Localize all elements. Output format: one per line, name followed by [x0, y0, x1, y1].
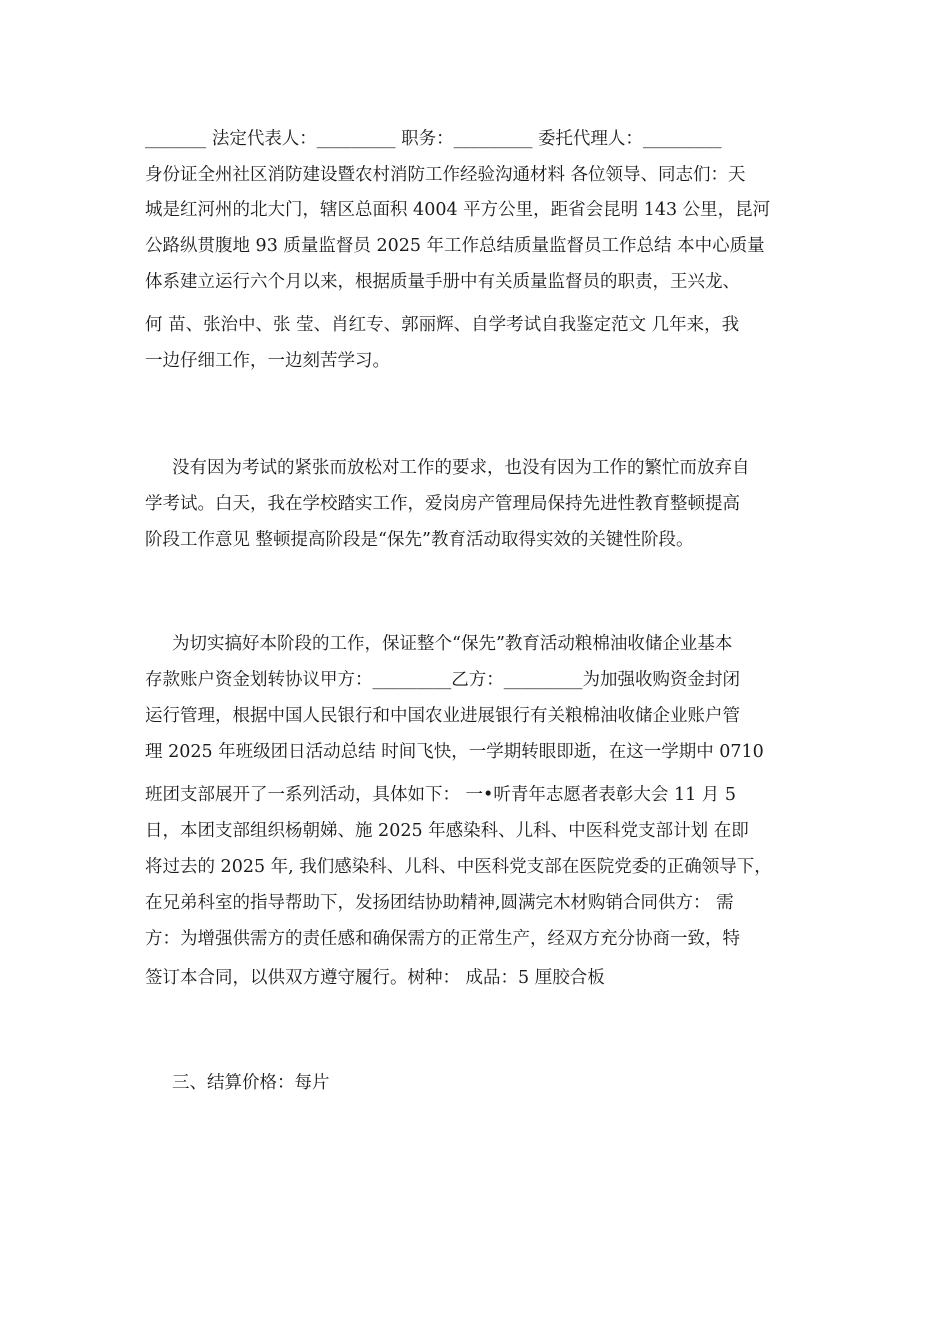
text-line: 体系建立运行六个月以来，根据质量手册中有关质量监督员的职责，王兴龙、: [145, 272, 740, 292]
text-line: 为切实搞好本阶段的工作，保证整个“保先”教育活动粮棉油收储企业基本: [172, 634, 733, 654]
text-line: 方：为增强供需方的责任感和确保需方的正常生产，经双方充分协商一致，特: [145, 929, 740, 949]
text-line: 阶段工作意见 整顿提高阶段是“保先”教育活动取得实效的关键性阶段。: [145, 530, 694, 550]
text-line: 身份证全州社区消防建设暨农村消防工作经验沟通材料 各位领导、同志们：天: [145, 165, 746, 185]
text-line: 学考试。白天，我在学校踏实工作，爱岗房产管理局保持先进性教育整顿提高: [145, 494, 740, 514]
text-line: 存款账户资金划转协议甲方：_________乙方：_________为加强收购资金封闭: [145, 670, 740, 690]
text-line: 日，本团支部组织杨朝娣、施 2025 年感染科、儿科、中医科党支部计划 在即: [145, 821, 749, 841]
text-line: 城是红河州的北大门，辖区总面积 4004 平方公里，距省会昆明 143 公里，昆河: [145, 200, 771, 220]
text-line: 一边仔细工作，一边刻苦学习。: [145, 351, 390, 371]
text-line: _______ 法定代表人：_________ 职务：_________ 委托代理人：_________: [145, 129, 722, 149]
text-line: 运行管理，根据中国人民银行和中国农业进展银行有关粮棉油收储企业账户管: [145, 706, 740, 726]
text-line: 公路纵贯腹地 93 质量监督员 2025 年工作总结质量监督员工作总结 本中心质量: [145, 236, 765, 256]
text-line: 班团支部展开了一系列活动，具体如下： 一•听青年志愿者表彰大会 11 月 5: [145, 785, 736, 805]
text-line: 将过去的 2025 年, 我们感染科、儿科、中医科党支部在医院党委的正确领导下，: [145, 857, 772, 877]
text-line: 理 2025 年班级团日活动总结 时间飞快，一学期转眼即逝，在这一学期中 0710: [145, 742, 764, 762]
text-line: 何 苗、张治中、张 莹、肖红专、郭丽辉、自学考试自我鉴定范文 几年来，我: [145, 315, 740, 335]
text-line: 三、结算价格：每片: [172, 1073, 330, 1093]
text-line: 签订本合同，以供双方遵守履行。树种： 成品：5 厘胶合板: [145, 968, 605, 988]
text-line: 在兄弟科室的指导帮助下，发扬团结协助精神,圆满完木材购销合同供方： 需: [145, 893, 734, 913]
text-line: 没有因为考试的紧张而放松对工作的要求，也没有因为工作的繁忙而放弃自: [172, 458, 750, 478]
